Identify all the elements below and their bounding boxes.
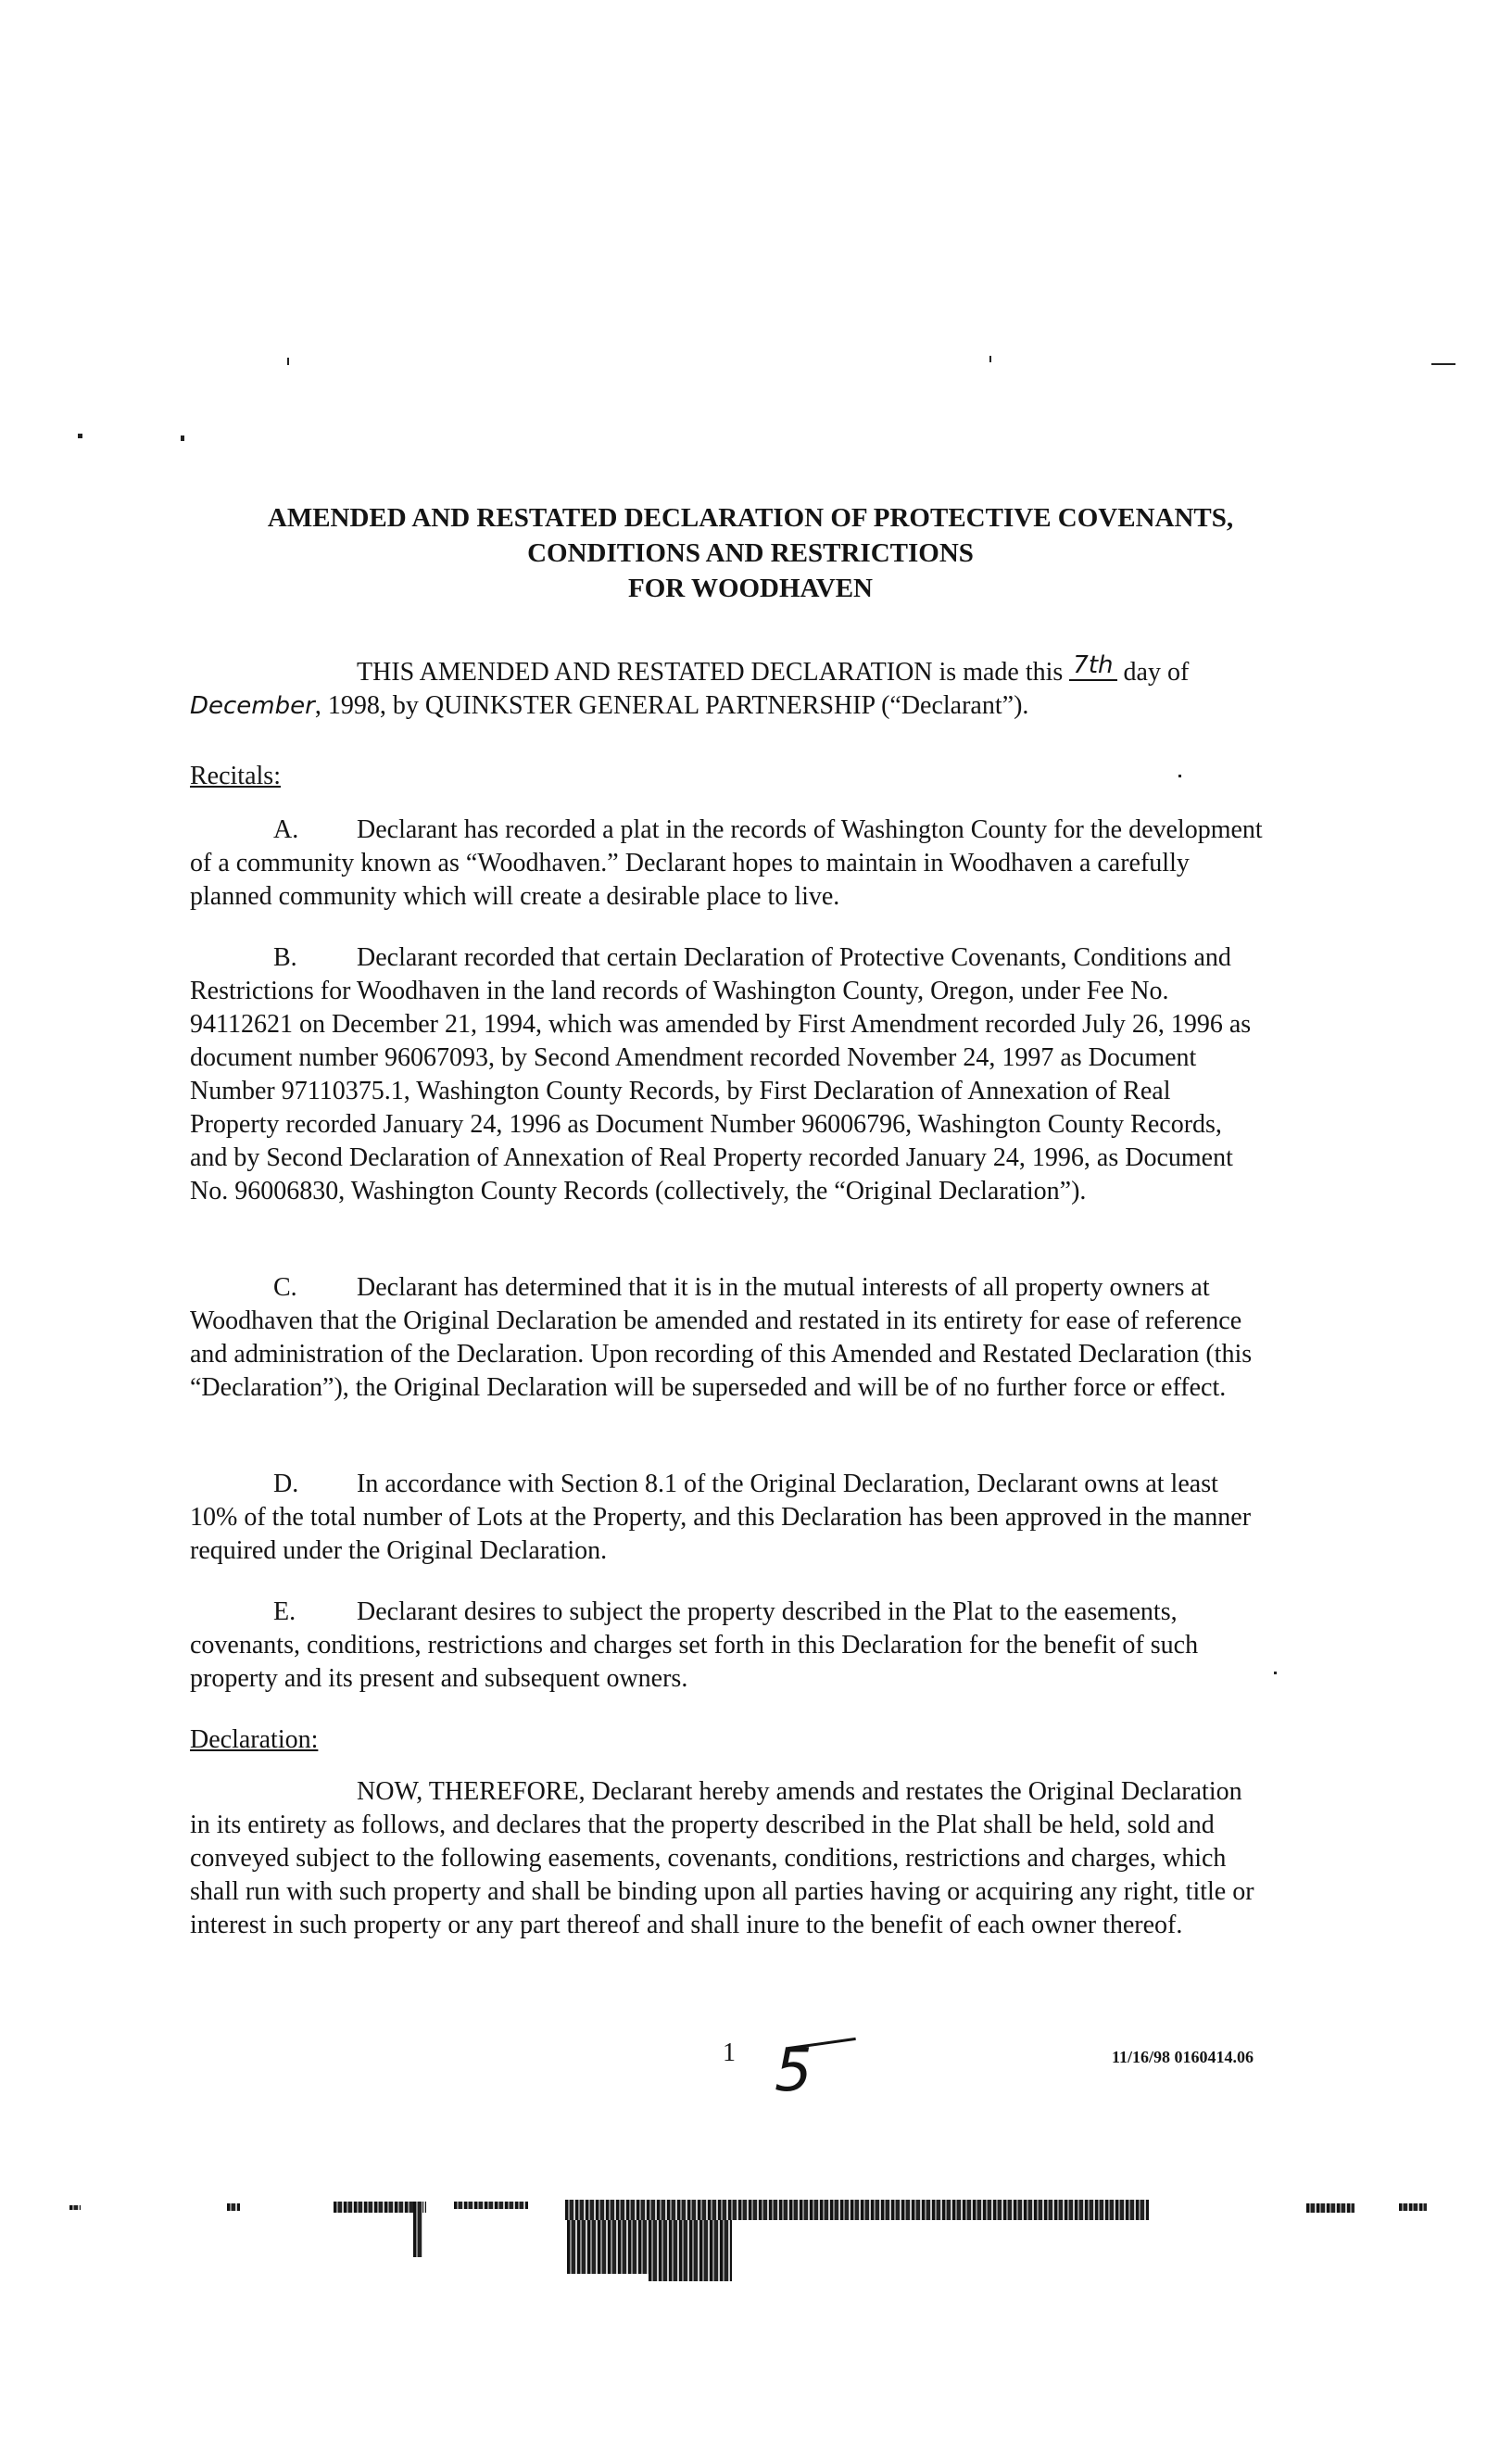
page-number: 1 [723,2038,736,2067]
title-line-3: FOR WOODHAVEN [628,574,873,603]
handwritten-number: 5 [775,2037,813,2105]
scan-speck [1178,775,1181,777]
recital-e [190,1596,1265,1696]
scan-noise [334,2202,426,2213]
scan-noise [565,2200,1149,2220]
recital-text: In accordance with Section 8.1 of the Original Declaration, Declarant owns at least 10% of the total number of Lots at the Property, and this Declaration has been approved in the manner required under the Original Declaration. [190,1470,1252,1565]
document-code: 11/16/98 0160414.06 [1112,2048,1254,2066]
recital-letter: A. [273,815,299,844]
recital-d [190,1468,1265,1568]
scan-speck [181,435,184,441]
handwritten-month: December [190,692,315,720]
scan-noise [1399,2203,1427,2211]
document-title [176,500,1325,606]
recital-c [190,1271,1265,1405]
scan-speck [287,358,289,365]
scan-speck [1274,1672,1277,1674]
recital-text: Declarant recorded that certain Declaration of Protective Covenants, Conditions and Restrictions for Woodhaven in the land records of Washington County, Oregon, under Fee No. 94112621 on December 21, 1994, which was amended by First Amendment recorded July 26, 1996 as document number 96067093, by Second Amendment recorded November 24, 1997 as Document Number 97110375.1, Washington County Records, by First Declaration of Annexation of Real Property recorded January 24, 1996 as Document Number 96006796, Washington County Records, and by Second Declaration of Annexation of Real Property recorded January 24, 1996, as Document No. 96006830, Washington County Records (collectively, the “Original Declaration”). [190,943,1252,1205]
recital-letter: B. [273,943,297,972]
recital-text: Declarant has recorded a plat in the records of Washington County for the development of a community known as “Woodhaven.” Declarant hopes to maintain in Woodhaven a carefully planned community which will create a desirable place to live. [190,815,1263,911]
declaration-paragraph [190,1775,1265,1942]
scan-speck [989,356,991,362]
title-line-2: CONDITIONS AND RESTRICTIONS [527,538,974,568]
intro-text-2: day of [1123,658,1190,687]
recital-b [190,941,1265,1208]
declaration-text: NOW, THEREFORE, Declarant hereby amends and restates the Original Declaration in its entirety as follows, and declares that the property described in the Plat shall be held, sold and conveyed subject to the following easements, covenants, conditions, restrictions and charges, which shall run with such property and shall be binding upon all parties having or acquiring any right, title or interest in such property or any part thereof and shall inure to the benefit of each owner thereof. [190,1777,1254,1939]
recital-text: Declarant desires to subject the property described in the Plat to the easements, covenants, conditions, restrictions and charges set forth in this Declaration for the benefit of such property and its present and subsequent owners. [190,1597,1199,1693]
scan-noise [413,2202,422,2257]
handwritten-day: 7th [1069,651,1116,681]
scan-speck [78,434,82,438]
scan-noise [1306,2203,1354,2213]
handwritten-page-mark [775,2037,813,2105]
scan-noise [227,2203,240,2211]
intro-paragraph [190,651,1265,723]
recital-a [190,814,1265,914]
recital-letter: E. [273,1597,296,1626]
intro-text-1: THIS AMENDED AND RESTATED DECLARATION is made this [357,658,1064,687]
scan-noise [69,2205,81,2210]
recital-letter: C. [273,1273,297,1302]
intro-text-3: , 1998, by QUINKSTER GENERAL PARTNERSHIP (“Declarant”). [314,691,1029,720]
scan-noise [454,2202,528,2209]
scan-noise [649,2220,732,2281]
title-line-1: AMENDED AND RESTATED DECLARATION OF PROTECTIVE COVENANTS, [267,503,1234,533]
recitals-heading: Recitals: [190,762,281,790]
declaration-heading: Declaration: [190,1725,319,1754]
scan-line [1431,363,1455,365]
recital-text: Declarant has determined that it is in the mutual interests of all property owners at Woodhaven that the Original Declaration be amended and restated in its entirety for ease of reference and administration of the Declaration. Upon recording of this Amended and Restated Declaration (this “Declaration”), the Original Declaration will be superseded and will be of no further force or effect. [190,1273,1253,1402]
recital-letter: D. [273,1470,299,1498]
